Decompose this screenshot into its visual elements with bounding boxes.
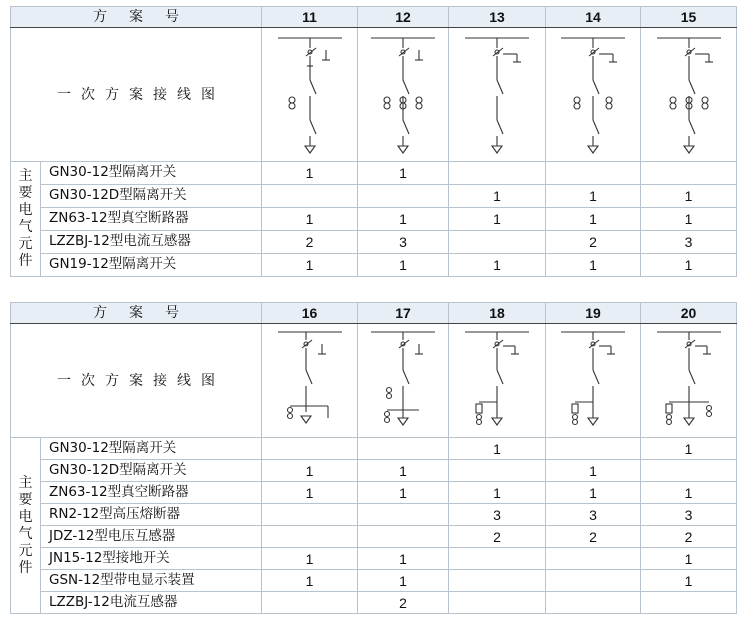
quantity-cell xyxy=(449,570,546,592)
quantity-cell: 1 xyxy=(641,438,737,460)
scheme-number: 20 xyxy=(641,303,737,324)
quantity-cell: 1 xyxy=(358,460,449,482)
quantity-cell: 2 xyxy=(546,231,641,254)
quantity-cell: 1 xyxy=(358,162,449,185)
quantity-cell: 1 xyxy=(546,185,641,208)
component-row xyxy=(11,548,737,570)
component-row xyxy=(11,438,737,460)
quantity-cell: 2 xyxy=(641,526,737,548)
header-row xyxy=(11,303,737,324)
scheme-number: 11 xyxy=(262,7,358,28)
component-name: ZN63-12型真空断路器 xyxy=(41,482,262,504)
quantity-cell: 1 xyxy=(262,162,358,185)
component-name: JN15-12型接地开关 xyxy=(41,548,262,570)
quantity-cell: 1 xyxy=(358,482,449,504)
diagram-label: 一次方案接线图 xyxy=(11,28,262,162)
component-row xyxy=(11,254,737,277)
group-label: 主 要 电 气 元 件 xyxy=(11,162,41,277)
quantity-cell: 1 xyxy=(358,208,449,231)
quantity-cell: 1 xyxy=(641,570,737,592)
component-row xyxy=(11,231,737,254)
quantity-cell: 3 xyxy=(546,504,641,526)
wiring-diagram-11 xyxy=(262,28,358,162)
quantity-cell: 1 xyxy=(358,254,449,277)
scheme-table-2 xyxy=(10,302,737,614)
quantity-cell: 1 xyxy=(641,185,737,208)
quantity-cell: 1 xyxy=(641,208,737,231)
component-row xyxy=(11,526,737,548)
header-row xyxy=(11,7,737,28)
quantity-cell: 3 xyxy=(641,231,737,254)
diagram-row xyxy=(11,28,737,162)
quantity-cell xyxy=(449,231,546,254)
quantity-cell xyxy=(546,438,641,460)
quantity-cell xyxy=(449,548,546,570)
component-name: GN19-12型隔离开关 xyxy=(41,254,262,277)
quantity-cell: 1 xyxy=(262,460,358,482)
quantity-cell: 1 xyxy=(449,254,546,277)
quantity-cell: 1 xyxy=(546,254,641,277)
scheme-number: 17 xyxy=(358,303,449,324)
component-name: RN2-12型高压熔断器 xyxy=(41,504,262,526)
component-name: GN30-12D型隔离开关 xyxy=(41,460,262,482)
component-row xyxy=(11,570,737,592)
wiring-diagram-13 xyxy=(449,28,546,162)
quantity-cell xyxy=(449,592,546,614)
wiring-diagram-16 xyxy=(262,324,358,438)
wiring-diagram-15 xyxy=(641,28,737,162)
scheme-number-label: 方案号 xyxy=(11,7,262,28)
quantity-cell: 1 xyxy=(546,482,641,504)
quantity-cell xyxy=(641,592,737,614)
scheme-number: 19 xyxy=(546,303,641,324)
component-row xyxy=(11,208,737,231)
scheme-number-label: 方案号 xyxy=(11,303,262,324)
quantity-cell: 1 xyxy=(358,570,449,592)
scheme-number: 14 xyxy=(546,7,641,28)
quantity-cell xyxy=(262,504,358,526)
quantity-cell: 1 xyxy=(262,208,358,231)
scheme-number: 12 xyxy=(358,7,449,28)
component-name: GSN-12型带电显示装置 xyxy=(41,570,262,592)
quantity-cell xyxy=(546,548,641,570)
quantity-cell: 1 xyxy=(262,482,358,504)
quantity-cell: 1 xyxy=(641,482,737,504)
diagram-row xyxy=(11,324,737,438)
scheme-number: 16 xyxy=(262,303,358,324)
scheme-number: 18 xyxy=(449,303,546,324)
quantity-cell: 1 xyxy=(641,254,737,277)
scheme-table-1 xyxy=(10,6,737,277)
wiring-diagram-12 xyxy=(358,28,449,162)
quantity-cell: 1 xyxy=(262,254,358,277)
component-name: ZN63-12型真空断路器 xyxy=(41,208,262,231)
quantity-cell: 3 xyxy=(449,504,546,526)
component-name: GN30-12型隔离开关 xyxy=(41,162,262,185)
scheme-number: 15 xyxy=(641,7,737,28)
quantity-cell xyxy=(641,162,737,185)
quantity-cell xyxy=(262,185,358,208)
quantity-cell xyxy=(358,185,449,208)
quantity-cell: 2 xyxy=(449,526,546,548)
component-row xyxy=(11,592,737,614)
wiring-diagram-18 xyxy=(449,324,546,438)
quantity-cell: 1 xyxy=(546,460,641,482)
quantity-cell: 1 xyxy=(358,548,449,570)
quantity-cell xyxy=(358,526,449,548)
quantity-cell xyxy=(262,438,358,460)
quantity-cell: 2 xyxy=(358,592,449,614)
quantity-cell xyxy=(546,592,641,614)
diagram-label: 一次方案接线图 xyxy=(11,324,262,438)
quantity-cell: 3 xyxy=(641,504,737,526)
quantity-cell xyxy=(546,570,641,592)
quantity-cell xyxy=(449,460,546,482)
quantity-cell: 1 xyxy=(546,208,641,231)
component-name: LZZBJ-12型电流互感器 xyxy=(41,231,262,254)
quantity-cell: 1 xyxy=(449,438,546,460)
component-name: JDZ-12型电压互感器 xyxy=(41,526,262,548)
quantity-cell xyxy=(358,504,449,526)
quantity-cell: 1 xyxy=(449,185,546,208)
quantity-cell xyxy=(546,162,641,185)
wiring-diagram-14 xyxy=(546,28,641,162)
scheme-number: 13 xyxy=(449,7,546,28)
wiring-diagram-20 xyxy=(641,324,737,438)
quantity-cell xyxy=(449,162,546,185)
quantity-cell xyxy=(358,438,449,460)
component-row xyxy=(11,482,737,504)
quantity-cell: 1 xyxy=(449,482,546,504)
wiring-diagram-19 xyxy=(546,324,641,438)
quantity-cell: 2 xyxy=(262,231,358,254)
component-name: LZZBJ-12电流互感器 xyxy=(41,592,262,614)
component-row xyxy=(11,185,737,208)
component-name: GN30-12D型隔离开关 xyxy=(41,185,262,208)
quantity-cell: 1 xyxy=(641,548,737,570)
quantity-cell xyxy=(262,592,358,614)
group-label: 主 要 电 气 元 件 xyxy=(11,438,41,614)
quantity-cell: 2 xyxy=(546,526,641,548)
wiring-diagram-17 xyxy=(358,324,449,438)
component-name: GN30-12型隔离开关 xyxy=(41,438,262,460)
quantity-cell: 1 xyxy=(262,548,358,570)
quantity-cell: 1 xyxy=(449,208,546,231)
quantity-cell: 1 xyxy=(262,570,358,592)
component-row xyxy=(11,162,737,185)
quantity-cell xyxy=(262,526,358,548)
component-row xyxy=(11,504,737,526)
quantity-cell: 3 xyxy=(358,231,449,254)
quantity-cell xyxy=(641,460,737,482)
component-row xyxy=(11,460,737,482)
